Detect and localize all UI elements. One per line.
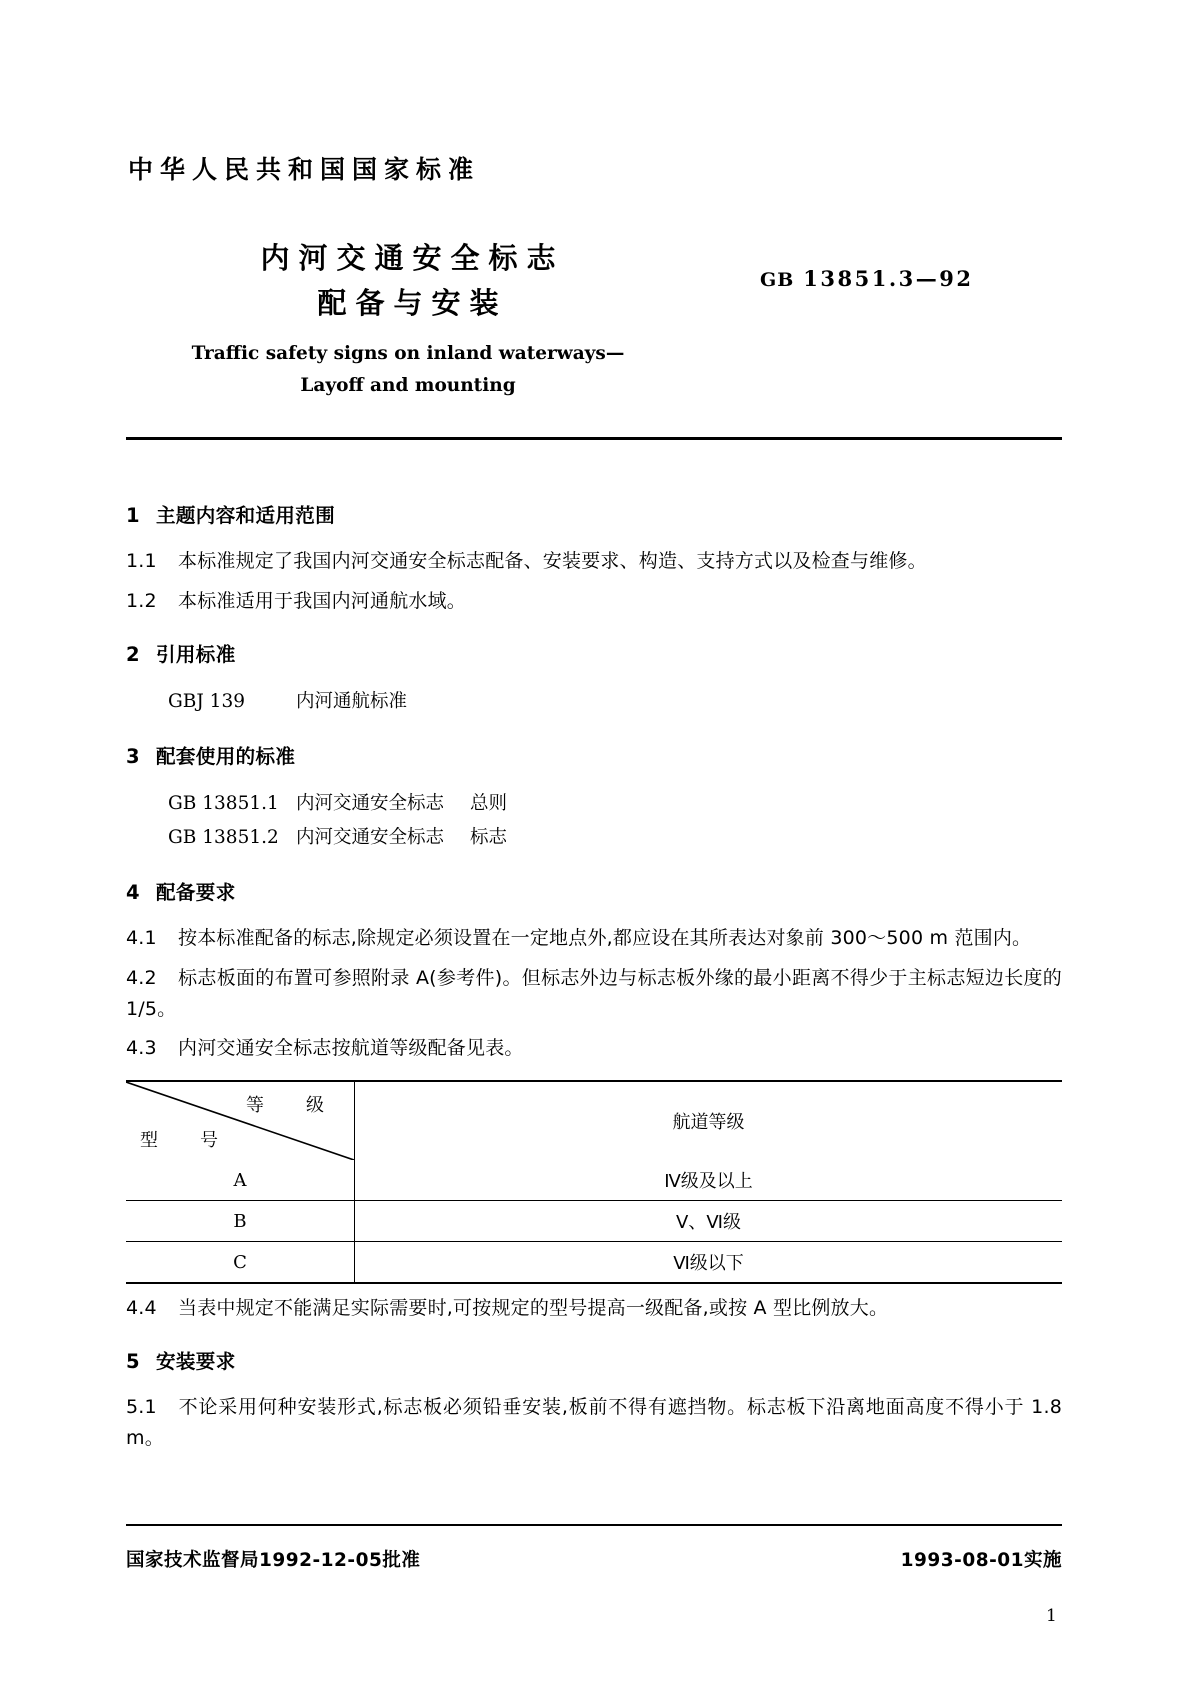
title-english-block <box>128 338 688 403</box>
companion-standard-part: 总则 <box>470 792 508 814</box>
title-english-line-2: Layoff and mounting <box>300 375 516 397</box>
clause-number-5-1: 5.1 <box>126 1396 157 1419</box>
section-number-5: 5 <box>126 1350 140 1374</box>
standard-number <box>760 266 974 291</box>
section-title-3: 配套使用的标准 <box>156 744 296 768</box>
clause-4-2 <box>126 963 1062 1025</box>
table-row <box>126 1201 1062 1242</box>
clause-number-1-1: 1.1 <box>126 550 157 572</box>
table-row <box>126 1242 1062 1284</box>
section-title-4: 配备要求 <box>156 881 236 905</box>
clause-text-4-2: 标志板面的布置可参照附录 A(参考件)。但标志外边与标志板外缘的最小距离不得少于主标志短边长度的 1/5。 <box>126 966 1062 1020</box>
title-chinese-line-2: 配备与安装 <box>317 285 508 320</box>
section-number-3: 3 <box>126 744 140 768</box>
referenced-standard-code: GBJ 139 <box>168 690 245 712</box>
standard-prefix: GB <box>760 269 795 291</box>
document-footer <box>126 1546 1062 1572</box>
table-header-row <box>126 1081 1062 1160</box>
companion-standard-part: 标志 <box>470 826 508 848</box>
clause-number-4-3: 4.3 <box>126 1037 157 1060</box>
section-heading-1 <box>126 500 1062 528</box>
standard-code: 13851.3—92 <box>803 266 974 291</box>
companion-standard-name: 内河交通安全标志 <box>296 826 445 848</box>
clause-5-1 <box>126 1392 1062 1454</box>
national-standard-label: 中华人民共和国国家标准 <box>128 155 481 184</box>
clause-text-4-4: 当表中规定不能满足实际需要时,可按规定的型号提高一级配备,或按 A 型比例放大。 <box>178 1297 889 1320</box>
header-divider-rule <box>126 437 1062 440</box>
title-english-line-1: Traffic safety signs on inland waterways— <box>191 343 625 364</box>
table-corner-type-label: 型 号 <box>140 1130 230 1152</box>
table-column-header-waterway-grade: 航道等级 <box>355 1081 1063 1160</box>
effective-date: 1993-08-01实施 <box>900 1550 1062 1571</box>
clause-text-1-2: 本标准适用于我国内河通航水域。 <box>178 589 467 612</box>
clause-4-1 <box>126 923 1062 954</box>
companion-standard-name: 内河交通安全标志 <box>296 792 445 814</box>
section-heading-4 <box>126 877 1062 905</box>
document-title-block <box>128 236 688 326</box>
section-heading-2 <box>126 639 1062 667</box>
clause-1-2 <box>126 586 1062 617</box>
companion-standard-row <box>168 787 1062 821</box>
clause-text-4-1: 按本标准配备的标志,除规定必须设置在一定地点外,都应设在其所表达对象前 300～500 m 范围内。 <box>178 927 1032 950</box>
approval-authority-and-date: 国家技术监督局1992-12-05批准 <box>126 1550 421 1571</box>
clause-text-1-1: 本标准规定了我国内河交通安全标志配备、安装要求、构造、支持方式以及检查与维修。 <box>178 550 927 572</box>
table-row <box>126 1160 1062 1201</box>
clause-4-4 <box>126 1293 1062 1324</box>
document-body <box>126 478 1062 1463</box>
table-corner-header-cell <box>126 1081 355 1160</box>
table-cell-type: C <box>126 1242 355 1284</box>
table-cell-grade: Ⅳ级及以上 <box>355 1160 1063 1201</box>
section-number-1: 1 <box>126 504 140 527</box>
clause-4-3 <box>126 1033 1062 1064</box>
clause-number-4-2: 4.2 <box>126 966 157 989</box>
section-title-5: 安装要求 <box>156 1350 236 1374</box>
clause-text-5-1: 不论采用何种安装形式,标志板必须铅垂安装,板前不得有遮挡物。标志板下沿离地面高度不得小于 1.8 m。 <box>126 1396 1062 1449</box>
clause-1-1 <box>126 546 1062 577</box>
section-title-2: 引用标准 <box>156 642 236 666</box>
masthead <box>128 155 1063 185</box>
table-cell-type: A <box>126 1160 355 1201</box>
section-heading-3 <box>126 741 1062 769</box>
referenced-standard-name: 内河通航标准 <box>296 690 408 712</box>
section-heading-5 <box>126 1346 1062 1374</box>
page-number: 1 <box>1046 1606 1057 1626</box>
companion-standard-code: GB 13851.1 <box>168 792 279 814</box>
table-cell-grade: Ⅴ、Ⅵ级 <box>355 1201 1063 1242</box>
table-corner-grade-label: 等 级 <box>246 1095 336 1117</box>
clause-number-1-2: 1.2 <box>126 589 157 612</box>
companion-standard-code: GB 13851.2 <box>168 826 279 848</box>
footer-divider-rule <box>126 1524 1062 1526</box>
referenced-standard-gbj139 <box>168 685 1062 719</box>
clause-text-4-3: 内河交通安全标志按航道等级配备见表。 <box>178 1037 524 1060</box>
title-chinese-line-1: 内河交通安全标志 <box>260 241 565 275</box>
section-number-4: 4 <box>126 881 140 905</box>
table-cell-type: B <box>126 1201 355 1242</box>
companion-standard-row <box>168 821 1062 855</box>
clause-number-4-1: 4.1 <box>126 927 157 950</box>
clause-number-4-4: 4.4 <box>126 1297 157 1320</box>
table-cell-grade: Ⅵ级以下 <box>355 1242 1063 1284</box>
section-number-2: 2 <box>126 642 140 666</box>
sign-grade-table <box>126 1080 1062 1284</box>
section-title-1: 主题内容和适用范围 <box>156 504 336 527</box>
